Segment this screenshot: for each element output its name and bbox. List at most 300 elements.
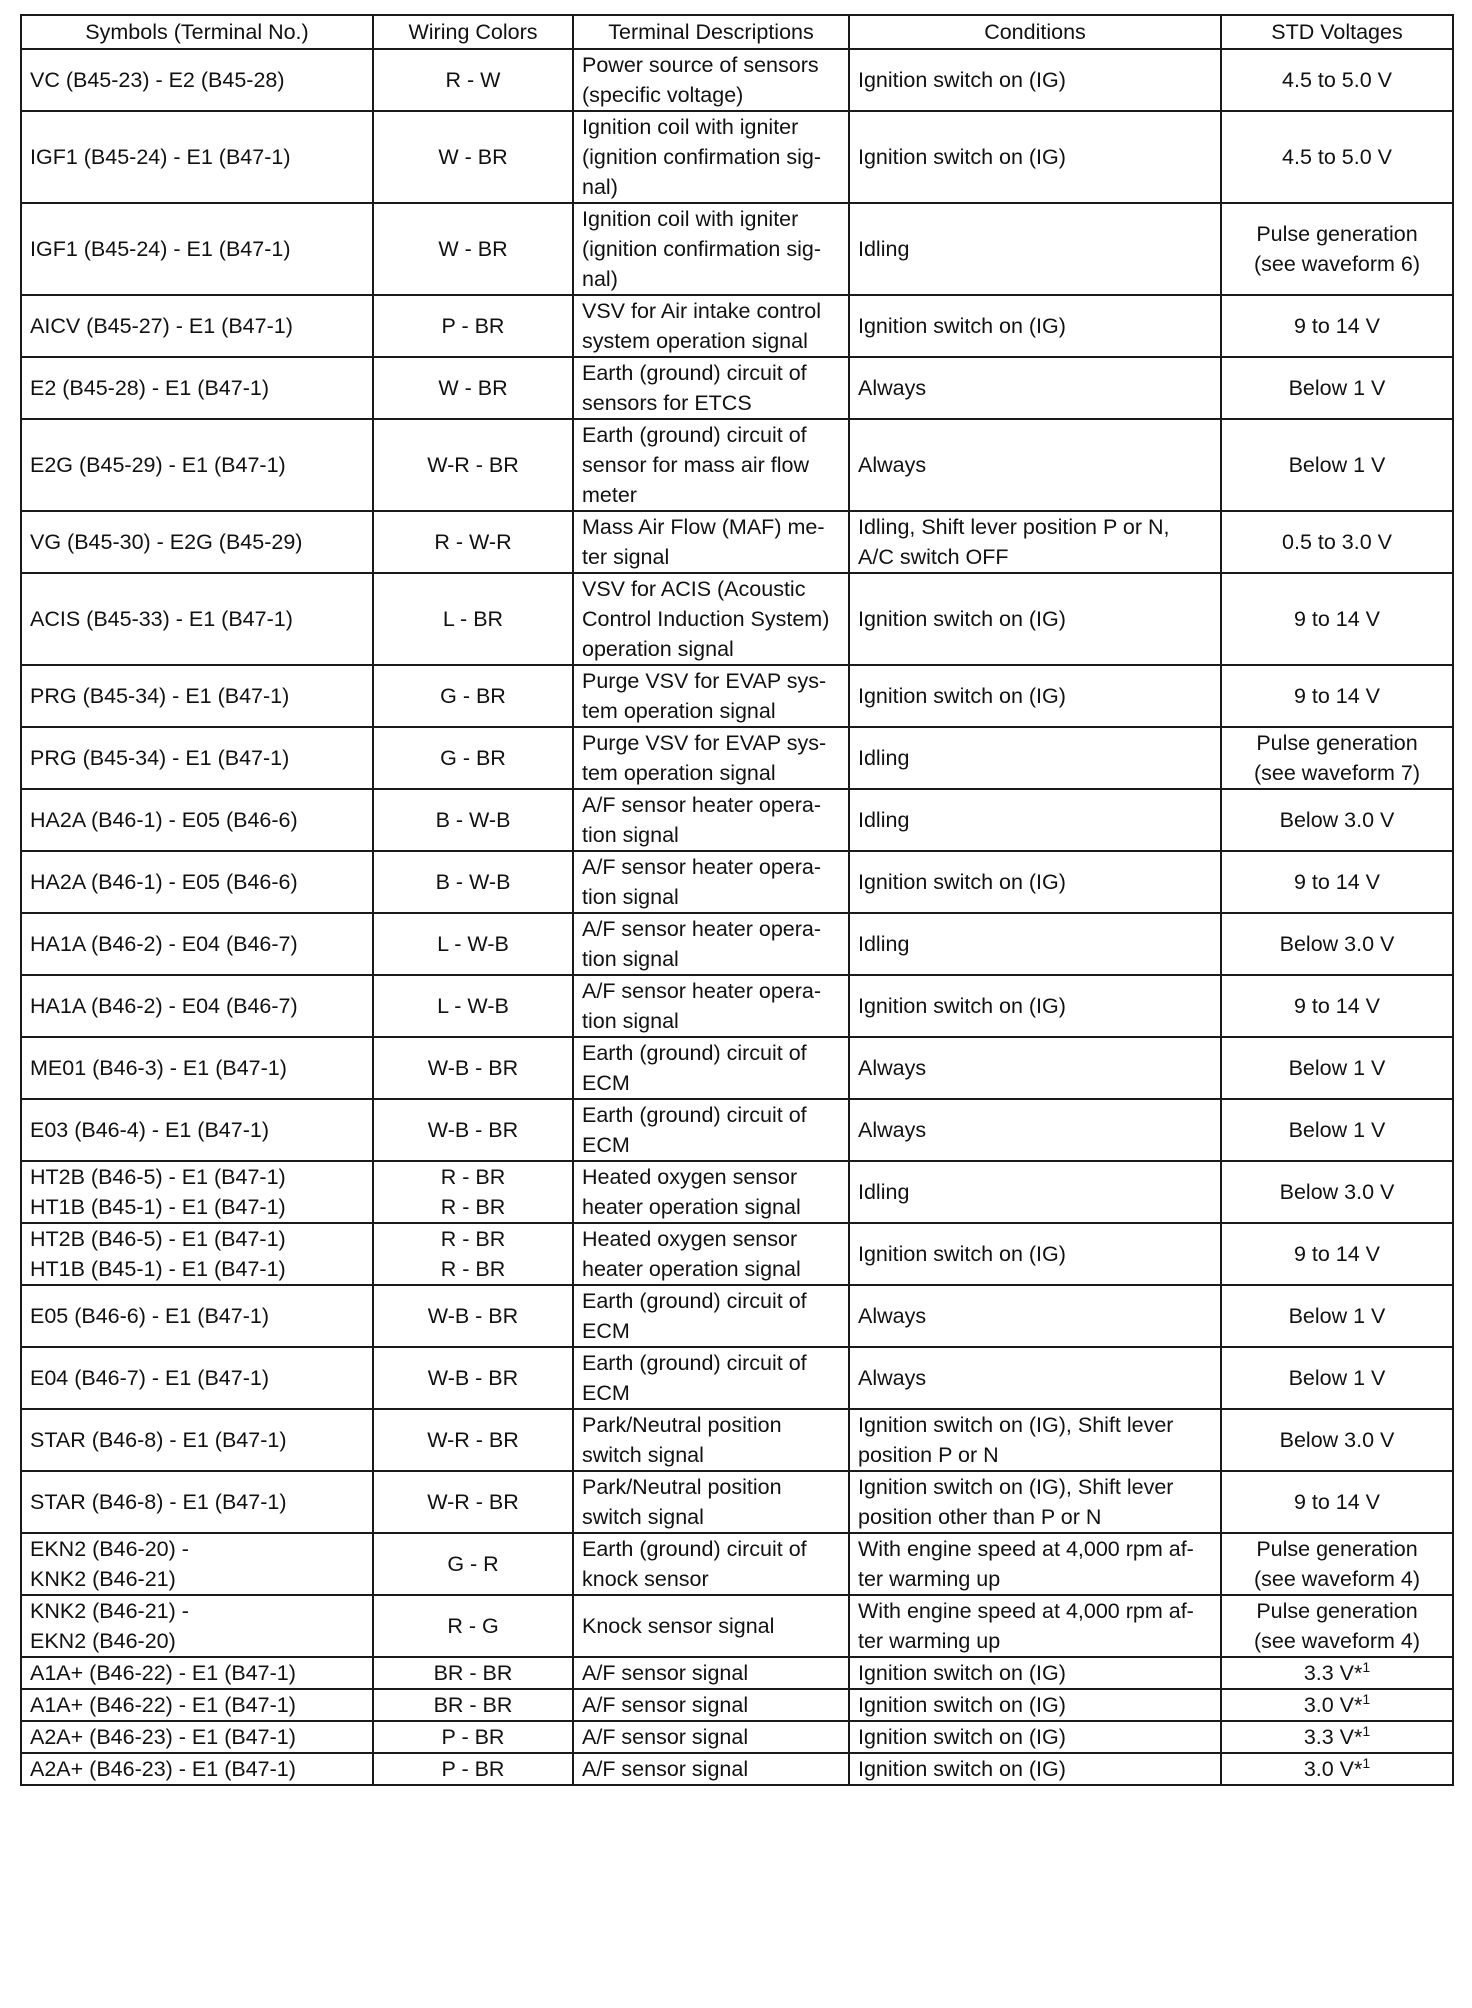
std-voltage-line: [1230, 1177, 1444, 1207]
std-voltage-cell: [1221, 1753, 1453, 1785]
condition-cell-line: Ignition switch on (IG): [858, 684, 1066, 708]
wiring-color-cell: [373, 203, 573, 295]
description-cell: [573, 1223, 849, 1285]
description-cell: [573, 789, 849, 851]
wiring-color-cell-line: L - BR: [442, 607, 504, 631]
table-row: [21, 1161, 1453, 1223]
symbol-cell-line: ME01 (B46-3) - E1 (B47-1): [30, 1056, 287, 1080]
table-row: [21, 1037, 1453, 1099]
std-voltage-cell: [1221, 851, 1453, 913]
std-voltage-cell: [1221, 1347, 1453, 1409]
wiring-color-cell: [373, 1037, 573, 1099]
symbol-cell-line: AICV (B45-27) - E1 (B47-1): [30, 314, 293, 338]
symbol-cell: [21, 1657, 373, 1689]
std-voltage-cell: [1221, 357, 1453, 419]
wiring-color-cell: [373, 49, 573, 111]
wiring-color-cell: [373, 727, 573, 789]
std-voltage-cell: [1221, 1099, 1453, 1161]
wiring-color-cell: [373, 1223, 573, 1285]
std-voltage-cell: [1221, 203, 1453, 295]
symbol-cell: [21, 357, 373, 419]
std-voltage-cell: [1221, 975, 1453, 1037]
symbol-cell-line: A1A+ (B46-22) - E1 (B47-1): [30, 1693, 296, 1717]
description-cell-line: tion signal: [582, 823, 679, 847]
description-cell-line: sensor for mass air flow: [582, 453, 810, 477]
table-row: [21, 1347, 1453, 1409]
std-voltage-text: Below 3.0 V: [1279, 1428, 1395, 1452]
symbol-cell-line: E2 (B45-28) - E1 (B47-1): [30, 376, 269, 400]
wiring-color-cell: [373, 665, 573, 727]
table-row: [21, 975, 1453, 1037]
std-voltage-cell: [1221, 789, 1453, 851]
description-cell-line: tem operation signal: [582, 761, 776, 785]
description-cell-line: Earth (ground) circuit of: [582, 1103, 807, 1127]
description-cell-line: Earth (ground) circuit of: [582, 423, 807, 447]
std-voltage-cell: [1221, 1471, 1453, 1533]
description-cell: [573, 1533, 849, 1595]
symbol-cell-line: E04 (B46-7) - E1 (B47-1): [30, 1366, 269, 1390]
description-cell-line: nal): [582, 267, 618, 291]
std-voltage-text: Pulse generation: [1256, 731, 1418, 755]
terminal-voltage-table: [20, 14, 1454, 1786]
description-cell-line: nal): [582, 175, 618, 199]
symbol-cell-line: KNK2 (B46-21) -: [30, 1599, 189, 1623]
table-row: [21, 419, 1453, 511]
symbol-cell: [21, 1285, 373, 1347]
wiring-color-cell: [373, 1533, 573, 1595]
symbol-cell: [21, 1409, 373, 1471]
description-cell: [573, 511, 849, 573]
condition-cell-line: With engine speed at 4,000 rpm af-: [858, 1537, 1194, 1561]
header-std-voltages: STD Voltages: [1221, 15, 1453, 49]
std-voltage-text: 9 to 14 V: [1293, 1490, 1381, 1514]
header-symbols: Symbols (Terminal No.): [21, 15, 373, 49]
std-voltage-line: [1230, 1239, 1444, 1269]
symbol-cell-line: HT1B (B45-1) - E1 (B47-1): [30, 1257, 286, 1281]
condition-cell: [849, 49, 1221, 111]
wiring-color-cell-line: R - BR: [440, 1227, 506, 1251]
std-voltage-line: [1230, 1534, 1444, 1564]
description-cell-line: Earth (ground) circuit of: [582, 1041, 807, 1065]
table-row: [21, 49, 1453, 111]
description-cell: [573, 49, 849, 111]
std-voltage-line: [1230, 1722, 1444, 1752]
description-cell: [573, 1753, 849, 1785]
wiring-color-cell-line: L - W-B: [437, 994, 509, 1018]
std-voltage-line: [1230, 805, 1444, 835]
symbol-cell: [21, 573, 373, 665]
symbol-cell-line: EKN2 (B46-20): [30, 1629, 176, 1653]
wiring-color-cell-line: R - BR: [440, 1165, 506, 1189]
std-voltage-line: [1230, 1690, 1444, 1720]
symbol-cell: [21, 419, 373, 511]
description-cell: [573, 1657, 849, 1689]
wiring-color-cell-line: R - W: [445, 68, 501, 92]
wiring-color-cell: [373, 975, 573, 1037]
description-cell-line: Control Induction System): [582, 607, 830, 631]
condition-cell-line: Idling, Shift lever position P or N,: [858, 515, 1170, 539]
condition-cell-line: Ignition switch on (IG): [858, 1725, 1066, 1749]
footnote-marker: 1: [1362, 1755, 1371, 1771]
std-voltage-cell: [1221, 665, 1453, 727]
symbol-cell-line: VG (B45-30) - E2G (B45-29): [30, 530, 303, 554]
symbol-cell-line: EKN2 (B46-20) -: [30, 1537, 189, 1561]
description-cell-line: A/F sensor signal: [582, 1693, 749, 1717]
table-row: [21, 1533, 1453, 1595]
wiring-color-cell-line: G - BR: [440, 746, 506, 770]
std-voltage-cell: [1221, 573, 1453, 665]
description-cell-line: ECM: [582, 1381, 630, 1405]
std-voltage-cell: [1221, 1285, 1453, 1347]
symbol-cell: [21, 511, 373, 573]
std-voltage-line: [1230, 1363, 1444, 1393]
std-voltage-cell: [1221, 295, 1453, 357]
std-voltage-cell: [1221, 511, 1453, 573]
wiring-color-cell-line: G - R: [447, 1552, 499, 1576]
symbol-cell: [21, 1223, 373, 1285]
description-cell-line: (ignition confirmation sig-: [582, 145, 821, 169]
symbol-cell: [21, 1689, 373, 1721]
description-cell-line: tion signal: [582, 947, 679, 971]
description-cell-line: tion signal: [582, 1009, 679, 1033]
table-row: [21, 1409, 1453, 1471]
table-row: [21, 789, 1453, 851]
header-row: [21, 15, 1453, 49]
description-cell-line: A/F sensor signal: [582, 1757, 749, 1781]
table-row: [21, 1223, 1453, 1285]
std-voltage-text: (see waveform 6): [1253, 252, 1421, 276]
wiring-color-cell-line: W-R - BR: [427, 453, 519, 477]
description-cell-line: Park/Neutral position: [582, 1475, 782, 1499]
table-row: [21, 727, 1453, 789]
header-terminal-descriptions: Terminal Descriptions: [573, 15, 849, 49]
description-cell-line: Heated oxygen sensor: [582, 1165, 798, 1189]
condition-cell: [849, 1161, 1221, 1223]
std-voltage-text: 9 to 14 V: [1293, 314, 1381, 338]
description-cell: [573, 665, 849, 727]
std-voltage-line: [1230, 1626, 1444, 1656]
symbol-cell-line: STAR (B46-8) - E1 (B47-1): [30, 1490, 287, 1514]
symbol-cell: [21, 1099, 373, 1161]
std-voltage-cell: [1221, 913, 1453, 975]
description-cell-line: Ignition coil with igniter: [582, 207, 799, 231]
wiring-color-cell: [373, 573, 573, 665]
std-voltage-line: [1230, 142, 1444, 172]
description-cell: [573, 1161, 849, 1223]
symbol-cell-line: HA1A (B46-2) - E04 (B46-7): [30, 932, 298, 956]
wiring-color-cell-line: G - BR: [440, 684, 506, 708]
std-voltage-cell: [1221, 1721, 1453, 1753]
wiring-color-cell-line: W-B - BR: [427, 1366, 519, 1390]
condition-cell-line: Always: [858, 1366, 927, 1390]
symbol-cell: [21, 975, 373, 1037]
wiring-color-cell-line: W - BR: [438, 237, 508, 261]
condition-cell: [849, 573, 1221, 665]
std-voltage-line: [1230, 1596, 1444, 1626]
condition-cell-line: Ignition switch on (IG): [858, 1242, 1066, 1266]
wiring-color-cell-line: W-B - BR: [427, 1118, 519, 1142]
symbol-cell-line: HT2B (B46-5) - E1 (B47-1): [30, 1165, 286, 1189]
description-cell: [573, 1285, 849, 1347]
symbol-cell: [21, 49, 373, 111]
table-row: [21, 665, 1453, 727]
symbol-cell: [21, 1471, 373, 1533]
symbol-cell: [21, 727, 373, 789]
wiring-color-cell-line: R - W-R: [434, 530, 512, 554]
wiring-color-cell-line: W-R - BR: [427, 1490, 519, 1514]
wiring-color-cell-line: P - BR: [441, 1757, 505, 1781]
condition-cell: [849, 295, 1221, 357]
wiring-color-cell-line: W-B - BR: [427, 1056, 519, 1080]
std-voltage-text: Below 1 V: [1288, 453, 1386, 477]
wiring-color-cell-line: W - BR: [438, 145, 508, 169]
description-cell-line: sensors for ETCS: [582, 391, 752, 415]
description-cell-line: Earth (ground) circuit of: [582, 1537, 807, 1561]
std-voltage-line: [1230, 219, 1444, 249]
symbol-cell-line: STAR (B46-8) - E1 (B47-1): [30, 1428, 287, 1452]
wiring-color-cell-line: R - BR: [440, 1257, 506, 1281]
std-voltage-line: [1230, 1301, 1444, 1331]
std-voltage-cell: [1221, 1533, 1453, 1595]
std-voltage-text: 3.3 V*: [1303, 1661, 1363, 1685]
condition-cell-line: position P or N: [858, 1443, 999, 1467]
description-cell-line: meter: [582, 483, 637, 507]
condition-cell: [849, 1223, 1221, 1285]
symbol-cell-line: HA2A (B46-1) - E05 (B46-6): [30, 870, 298, 894]
std-voltage-text: (see waveform 4): [1253, 1629, 1421, 1653]
std-voltage-text: (see waveform 4): [1253, 1567, 1421, 1591]
description-cell: [573, 1037, 849, 1099]
condition-cell-line: Ignition switch on (IG), Shift lever: [858, 1413, 1174, 1437]
condition-cell: [849, 665, 1221, 727]
description-cell-line: Earth (ground) circuit of: [582, 1289, 807, 1313]
condition-cell-line: Ignition switch on (IG): [858, 314, 1066, 338]
description-cell-line: ECM: [582, 1071, 630, 1095]
std-voltage-text: Below 1 V: [1288, 1304, 1386, 1328]
std-voltage-line: [1230, 1564, 1444, 1594]
wiring-color-cell-line: BR - BR: [433, 1661, 513, 1685]
std-voltage-text: Below 1 V: [1288, 376, 1386, 400]
description-cell-line: A/F sensor heater opera-: [582, 855, 822, 879]
std-voltage-text: Pulse generation: [1256, 222, 1418, 246]
symbol-cell-line: HT2B (B46-5) - E1 (B47-1): [30, 1227, 286, 1251]
condition-cell-line: Always: [858, 1304, 927, 1328]
wiring-color-cell-line: L - W-B: [437, 932, 509, 956]
std-voltage-text: Below 3.0 V: [1279, 808, 1395, 832]
condition-cell: [849, 913, 1221, 975]
condition-cell: [849, 419, 1221, 511]
description-cell-line: operation signal: [582, 637, 734, 661]
description-cell: [573, 419, 849, 511]
description-cell-line: ECM: [582, 1319, 630, 1343]
symbol-cell: [21, 1595, 373, 1657]
condition-cell: [849, 1409, 1221, 1471]
symbol-cell-line: E03 (B46-4) - E1 (B47-1): [30, 1118, 269, 1142]
symbol-cell: [21, 913, 373, 975]
std-voltage-text: 9 to 14 V: [1293, 1242, 1381, 1266]
description-cell-line: Earth (ground) circuit of: [582, 361, 807, 385]
wiring-color-cell: [373, 1099, 573, 1161]
std-voltage-line: [1230, 1115, 1444, 1145]
description-cell-line: knock sensor: [582, 1567, 709, 1591]
std-voltage-line: [1230, 1053, 1444, 1083]
std-voltage-text: Below 1 V: [1288, 1056, 1386, 1080]
std-voltage-text: 9 to 14 V: [1293, 870, 1381, 894]
wiring-color-cell-line: BR - BR: [433, 1693, 513, 1717]
description-cell-line: VSV for ACIS (Acoustic: [582, 577, 806, 601]
condition-cell-line: Always: [858, 376, 927, 400]
description-cell-line: A/F sensor heater opera-: [582, 793, 822, 817]
description-cell: [573, 1099, 849, 1161]
footnote-marker: 1: [1362, 1691, 1371, 1707]
table-row: [21, 573, 1453, 665]
symbol-cell: [21, 295, 373, 357]
symbol-cell: [21, 1533, 373, 1595]
condition-cell-line: Ignition switch on (IG): [858, 1757, 1066, 1781]
std-voltage-line: [1230, 311, 1444, 341]
condition-cell: [849, 789, 1221, 851]
condition-cell: [849, 111, 1221, 203]
wiring-color-cell-line: R - G: [447, 1614, 499, 1638]
wiring-color-cell-line: W-B - BR: [427, 1304, 519, 1328]
wiring-color-cell: [373, 111, 573, 203]
condition-cell-line: position other than P or N: [858, 1505, 1102, 1529]
std-voltage-line: [1230, 527, 1444, 557]
condition-cell-line: Idling: [858, 808, 910, 832]
description-cell: [573, 111, 849, 203]
description-cell: [573, 913, 849, 975]
condition-cell-line: ter warming up: [858, 1629, 1001, 1653]
std-voltage-text: Below 1 V: [1288, 1118, 1386, 1142]
wiring-color-cell-line: R - BR: [440, 1195, 506, 1219]
std-voltage-text: 3.0 V*: [1303, 1757, 1363, 1781]
description-cell-line: Earth (ground) circuit of: [582, 1351, 807, 1375]
table-body: [21, 49, 1453, 1785]
condition-cell: [849, 1347, 1221, 1409]
std-voltage-cell: [1221, 1409, 1453, 1471]
std-voltage-cell: [1221, 1161, 1453, 1223]
wiring-color-cell: [373, 1347, 573, 1409]
description-cell-line: heater operation signal: [582, 1195, 801, 1219]
symbol-cell-line: A2A+ (B46-23) - E1 (B47-1): [30, 1757, 296, 1781]
table-row: [21, 913, 1453, 975]
symbol-cell: [21, 665, 373, 727]
std-voltage-text: 4.5 to 5.0 V: [1282, 68, 1392, 92]
std-voltage-text: 0.5 to 3.0 V: [1282, 530, 1392, 554]
condition-cell-line: Ignition switch on (IG): [858, 994, 1066, 1018]
symbol-cell: [21, 1721, 373, 1753]
description-cell-line: tem operation signal: [582, 699, 776, 723]
condition-cell: [849, 1099, 1221, 1161]
symbol-cell: [21, 1347, 373, 1409]
description-cell-line: Purge VSV for EVAP sys-: [582, 731, 827, 755]
condition-cell-line: With engine speed at 4,000 rpm af-: [858, 1599, 1194, 1623]
description-cell-line: Knock sensor signal: [582, 1614, 775, 1638]
description-cell-line: Power source of sensors: [582, 53, 819, 77]
wiring-color-cell: [373, 1721, 573, 1753]
symbol-cell-line: KNK2 (B46-21): [30, 1567, 176, 1591]
wiring-color-cell-line: B - W-B: [435, 870, 511, 894]
symbol-cell-line: IGF1 (B45-24) - E1 (B47-1): [30, 145, 291, 169]
condition-cell-line: Ignition switch on (IG): [858, 145, 1066, 169]
description-cell: [573, 727, 849, 789]
description-cell: [573, 1409, 849, 1471]
symbol-cell-line: A1A+ (B46-22) - E1 (B47-1): [30, 1661, 296, 1685]
table-row: [21, 1753, 1453, 1785]
wiring-color-cell-line: P - BR: [441, 314, 505, 338]
std-voltage-line: [1230, 604, 1444, 634]
std-voltage-cell: [1221, 1223, 1453, 1285]
wiring-color-cell: [373, 357, 573, 419]
table-row: [21, 1471, 1453, 1533]
wiring-color-cell-line: W-R - BR: [427, 1428, 519, 1452]
symbol-cell: [21, 1161, 373, 1223]
description-cell: [573, 851, 849, 913]
description-cell: [573, 295, 849, 357]
condition-cell-line: Ignition switch on (IG): [858, 607, 1066, 631]
description-cell-line: system operation signal: [582, 329, 808, 353]
condition-cell-line: Always: [858, 1056, 927, 1080]
std-voltage-text: 4.5 to 5.0 V: [1282, 145, 1392, 169]
table-row: [21, 511, 1453, 573]
std-voltage-line: [1230, 1487, 1444, 1517]
wiring-color-cell-line: B - W-B: [435, 808, 511, 832]
std-voltage-text: 3.3 V*: [1303, 1725, 1363, 1749]
std-voltage-cell: [1221, 111, 1453, 203]
description-cell-line: Purge VSV for EVAP sys-: [582, 669, 827, 693]
std-voltage-line: [1230, 681, 1444, 711]
table-row: [21, 295, 1453, 357]
description-cell: [573, 1595, 849, 1657]
condition-cell-line: Ignition switch on (IG), Shift lever: [858, 1475, 1174, 1499]
symbol-cell-line: A2A+ (B46-23) - E1 (B47-1): [30, 1725, 296, 1749]
description-cell-line: A/F sensor signal: [582, 1725, 749, 1749]
table-row: [21, 1099, 1453, 1161]
description-cell-line: heater operation signal: [582, 1257, 801, 1281]
wiring-color-cell: [373, 419, 573, 511]
std-voltage-cell: [1221, 1595, 1453, 1657]
terminal-voltage-table-container: [20, 14, 1452, 1786]
std-voltage-line: [1230, 728, 1444, 758]
description-cell: [573, 1689, 849, 1721]
std-voltage-line: [1230, 991, 1444, 1021]
std-voltage-line: [1230, 929, 1444, 959]
std-voltage-line: [1230, 1425, 1444, 1455]
description-cell-line: ECM: [582, 1133, 630, 1157]
table-row: [21, 1595, 1453, 1657]
table-row: [21, 851, 1453, 913]
symbol-cell: [21, 203, 373, 295]
symbol-cell-line: VC (B45-23) - E2 (B45-28): [30, 68, 285, 92]
std-voltage-cell: [1221, 727, 1453, 789]
description-cell: [573, 357, 849, 419]
wiring-color-cell: [373, 1595, 573, 1657]
std-voltage-cell: [1221, 1037, 1453, 1099]
description-cell-line: switch signal: [582, 1443, 704, 1467]
wiring-color-cell: [373, 851, 573, 913]
symbol-cell: [21, 851, 373, 913]
condition-cell: [849, 511, 1221, 573]
condition-cell: [849, 1657, 1221, 1689]
std-voltage-line: [1230, 1754, 1444, 1784]
header-conditions: Conditions: [849, 15, 1221, 49]
wiring-color-cell: [373, 1471, 573, 1533]
footnote-marker: 1: [1362, 1723, 1371, 1739]
symbol-cell: [21, 789, 373, 851]
wiring-color-cell: [373, 913, 573, 975]
description-cell: [573, 1347, 849, 1409]
table-row: [21, 203, 1453, 295]
